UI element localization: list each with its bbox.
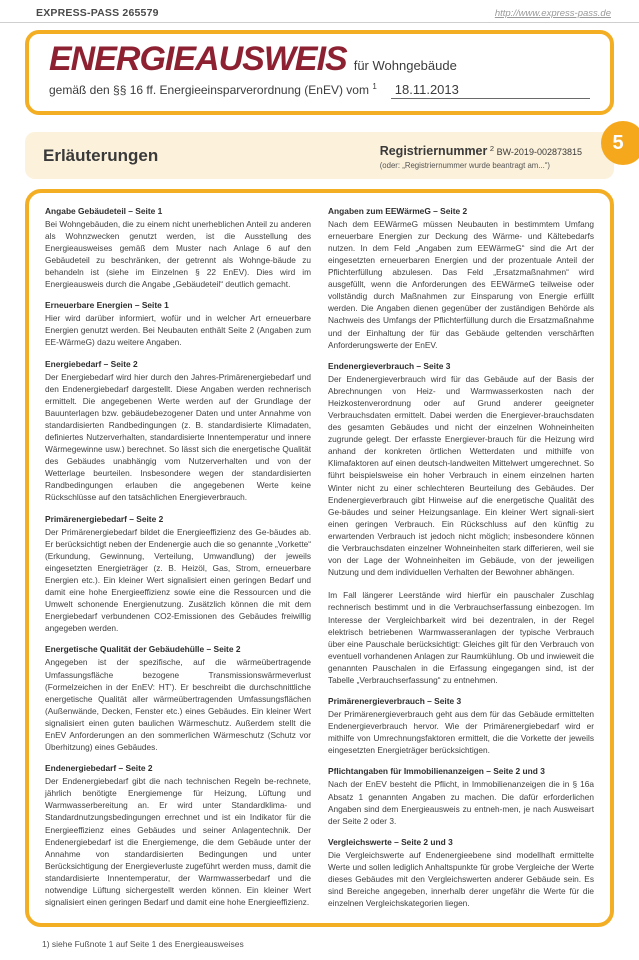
registration-alt-text: (oder: „Registriernummer wurde beantragt am...“) [379, 160, 550, 170]
erlaeuterungen-bar [25, 132, 614, 179]
energieausweis-logo-box [25, 30, 614, 115]
section-primaerenergieverbrauch [328, 695, 594, 756]
explanations-content-box [25, 189, 614, 927]
section-heading: Erneuerbare Energien – Seite 1 [45, 300, 169, 311]
section-endenergiebedarf [45, 762, 311, 908]
section-heading: Primärenergiebedarf – Seite 2 [45, 513, 164, 524]
document-number: EXPRESS-PASS 265579 [36, 7, 159, 19]
law-reference: gemäß den §§ 16 ff. Energieeinsparverordnung (EnEV) vom $^1$ [49, 81, 377, 97]
section-heading: Energetische Qualität der Gebäudehülle – Seite 2 [45, 644, 241, 655]
section-heading: Endenergiebedarf – Seite 2 [45, 763, 153, 774]
section-primaerenergiebedarf [45, 513, 311, 635]
section-paragraph: Bei Wohngebäuden, die zu einem nicht unerheblichen Anteil zu anderen als Wohnzwecken genutzt werden, ist die Ausstellung des Energieausweises gemäß dem Muster nach Anlage 6 auf den Gebäudeteil zu beschränken, der getrennt als Wohnge-bäude zu behandeln ist (siehe im Einzelnen § 22 EnEV). Dies wird im Energieausweis durch die Angabe „Gebäudeteil“ deutlich gemacht. [45, 218, 311, 290]
section-heading: Vergleichswerte – Seite 2 und 3 [328, 836, 453, 847]
section-pflichtangaben [328, 765, 594, 826]
section-heading: Primärenergieverbrauch – Seite 3 [328, 696, 462, 707]
reg-footnote-marker: 2 [489, 143, 495, 153]
section-vergleichswerte [328, 836, 594, 909]
section-paragraph: Der Endenergiebedarf gibt die nach technischen Regeln be-rechnete, jährlich benötigte Energiemenge für Heizung, Lüftung und Warmwasserbereitung an. Er wird unter Standardklima- und Standardnutzungsbedingungen errechnet und ist ein Indikator für die Energieeffizienz eines Gebäudes und seiner Anlagentechnik. Der Endenergiebedarf ist die Energiemenge, die dem Gebäude unter der Annahme von standardisierten Bedingungen und unter Berücksichtigung der Energieverluste zugeführt werden muss, damit die standardisierte Innentemperatur, der Warmwasserbedarf und die notwendige Lüftung sichergestellt werden können. Ein kleiner Wert signalisiert einen geringen Bedarf und damit eine hohe Energieeffizienz. [45, 776, 311, 908]
section-erneuerbare-energien [45, 299, 311, 348]
section-energetische-qualitaet [45, 643, 311, 753]
section-paragraph: Angegeben ist der spezifische, auf die wärmeübertragende Umfassungsfläche bezogene Transmissionswärmeverlust (Formelzeichen in der EnEV: HT’). Er beschreibt die durchschnittliche energetische Qualität aller wärmeübertragenden Umfassungsflächen (Außenwände, Decken, Fenster etc.) eines Gebäudes. Ein kleiner Wert signalisiert einen guten baulichen Wärmeschutz. Außerdem stellt die EnEV Anforderungen an den sommerlichen Wärmeschutz (Schutz vor Überhitzung) eines Gebäudes. [45, 657, 311, 753]
registration-number: Registriernummer $^2$ BW-2019-002873815 [379, 143, 582, 158]
section-paragraph: Der Primärenergieverbrauch geht aus dem für das Gebäude ermittelten Endenergieverbrauch hervor. Wie der Primärenergiebedarf wird er mithilfe von Umrechnungsfaktoren ermittelt, die die Vorkette der jeweils eingesetzten Energieträger berücksichtigen. [328, 709, 594, 756]
section-heading: Angaben zum EEWärmeG – Seite 2 [328, 205, 468, 216]
registration-block [380, 142, 596, 170]
page-footnote: 1) siehe Fußnote 1 auf Seite 1 des Energieausweises [42, 938, 244, 949]
section-heading: Endenergieverbrauch – Seite 3 [328, 360, 451, 371]
enev-date-field: 18.11.2013 [391, 82, 590, 99]
section-angabe-gebaeudeteil [45, 205, 311, 291]
section-paragraph: Der Energiebedarf wird hier durch den Jahres-Primärenergiebedarf und den Endenergiebedarf dargestellt. Diese Angaben werden rechnerisch ermittelt. Die angegebenen Werte werden auf der Grundlage der Bauunterlagen bzw. gebäudebezogener Daten und unter Annahme von standardisierten Randbedingungen (z. B. standardisierte Klimadaten, definiertes Nutzerverhalten, standardisierte Innentemperatur und innere Wärmegewinne usw.) berechnet. So lässt sich die energetische Qualität des Gebäudes unabhängig vom Nutzerverhalten und von der Wetterlage beurteilen. Insbesondere wegen der standardisierten Randbedingungen erlauben die angegebenen Werte keine Rückschlüsse auf den tatsächlichen Energieverbrauch. [45, 371, 311, 503]
left-column [45, 205, 311, 913]
page-header-row [0, 0, 639, 23]
law-footnote-marker: 1 [372, 81, 377, 91]
section-paragraph: Der Primärenergiebedarf bildet die Energieeffizienz des Ge-bäudes ab. Er berücksichtigt neben der Endenergie auch die so genannte „Vorkette“ (Erkundung, Gewinnung, Verteilung, Umwandlung) der jeweils eingesetzten Energieträger (z. B. Heizöl, Gas, Strom, erneuerbare Energien etc.). Ein kleiner Wert signalisiert einen geringen Bedarf und damit eine hohe Energieeffizienz sowie eine die Ressourcen und die Umwelt schonende Energienutzung. Zusätzlich können die mit dem Energiebedarf verbundenen CO2-Emissionen des Gebäudes freiwillig angegeben werden. [45, 526, 311, 634]
section-paragraph: Hier wird darüber informiert, wofür und in welcher Art erneuerbare Energien genutzt werden. Bei Neubauten enthält Seite 2 (Angaben zum EE-WärmeG) dazu weitere Angaben. [45, 313, 311, 348]
section-paragraph: Nach der EnEV besteht die Pflicht, in Immobilienanzeigen die in § 16a Absatz 1 genannten Angaben zu machen. Die dafür erforderlichen Angaben sind dem Energieausweis zu entneh-men, je nach Ausweisart der Seite 2 oder 3. [328, 779, 594, 826]
express-pass-link[interactable]: http://www.express-pass.de [494, 8, 611, 19]
logo-subtitle: für Wohngebäude [353, 58, 457, 73]
page-title: Erläuterungen [43, 145, 159, 165]
section-heading: Pflichtangaben für Immobilienanzeigen – Seite 2 und 3 [328, 766, 545, 777]
section-energiebedarf [45, 358, 311, 504]
section-paragraph: Der Endenergieverbrauch wird für das Gebäude auf der Basis der Abrechnungen von Heiz- und Warmwasserkosten nach der Heizkostenverordnung oder auf Grund anderer geeigneter Verbrauchsdaten ermittelt. Dabei werden die Energiever-brauchsdaten des gesamten Gebäudes und nicht der einzelnen Wohneinheiten zugrunde gelegt. Der erfasste Energiever-brauch für die Heizung wird anhand der konkreten örtlichen Wetterdaten und mithilfe von Klimafaktoren auf einen deutsch-landweiten Mittelwert umgerechnet. So führt beispielsweise ein hoher Verbrauch in einem einzelnen harten Winter nicht zu einer schlechteren Beurteilung des Gebäudes. Der Endenergieverbrauch gibt Hinweise auf die energetische Qualität des Ge-bäudes und seiner Heizungsanlage. Ein kleiner Wert signali-siert einen geringen Verbrauch. Ein Rückschluss auf den künftig zu erwartenden Verbrauch ist jedoch nicht möglich; insbesondere können die Verbrauchsdaten einzelner Wohneinheiten stark differieren, weil sie von der Lage der Wohneinheiten im Gebäude, von der jeweiligen Nutzung und dem individuellen Verhalten der Bewohner abhängen. [328, 373, 594, 578]
energieausweis-title: ENERGIEAUSWEIS [49, 40, 347, 78]
page-number-badge: 5 [601, 121, 639, 165]
section-paragraph: Im Fall längerer Leerstände wird hierfür ein pauschaler Zuschlag rechnerisch bestimmt und in die Verbrauchserfassung einbezogen. Im Interesse der Vergleichbarkeit wird bei dezentralen, in der Regel elektrisch betriebenen Warmwasseranlagen der typische Verbrauch über eine Pauschale berücksichtigt: Gleiches gilt für den Verbrauch von eventuell vorhandenen Anlagen zur Raumkühlung. Ob und inwieweit die genannten Pauschalen in die Erfassung eingegangen sind, ist der Tabelle „Verbrauchserfassung“ zu entnehmen. [328, 590, 594, 685]
section-eewaermeg [328, 205, 594, 351]
section-heading: Angabe Gebäudeteil – Seite 1 [45, 205, 163, 216]
section-heading: Energiebedarf – Seite 2 [45, 358, 138, 369]
section-paragraph: Die Vergleichswerte auf Endenergieebene sind modellhaft ermittelte Werte und sollen lediglich Anhaltspunkte für grobe Vergleiche der Werte dieses Gebäudes mit den Vergleichswerten anderer Gebäude sein. Es sind Bereiche angegeben, innerhalb derer ungefähr die Werte für die einzelnen Vergleichskategorien liegen. [328, 849, 594, 909]
right-column [328, 205, 594, 913]
section-endenergieverbrauch [328, 360, 594, 686]
section-paragraph: Nach dem EEWärmeG müssen Neubauten in bestimmtem Umfang erneuerbare Energien zur Deckung des Wärme- und Kältebedarfs nutzen. In dem Feld „Angaben zum EEWärmeG“ sind die Art der eingesetzten erneuerbaren Energien und der prozentuale Anteil der Pflichterfüllung abzulesen. Das Feld „Ersatzmaßnahmen“ wird ausgefüllt, wenn die Anforderungen des EEWärmeG teilweise oder vollständig durch Maßnahmen zur Einsparung von Energie erfüllt werden. Die Angaben dienen gegenüber der zuständigen Behörde als Nachweis des Umfangs der Pflichterfüllung durch die Ersatzmaßnahme und der Einhaltung der für das Gebäude geltenden verschärften Anforderungswerte der EnEV. [328, 218, 594, 350]
